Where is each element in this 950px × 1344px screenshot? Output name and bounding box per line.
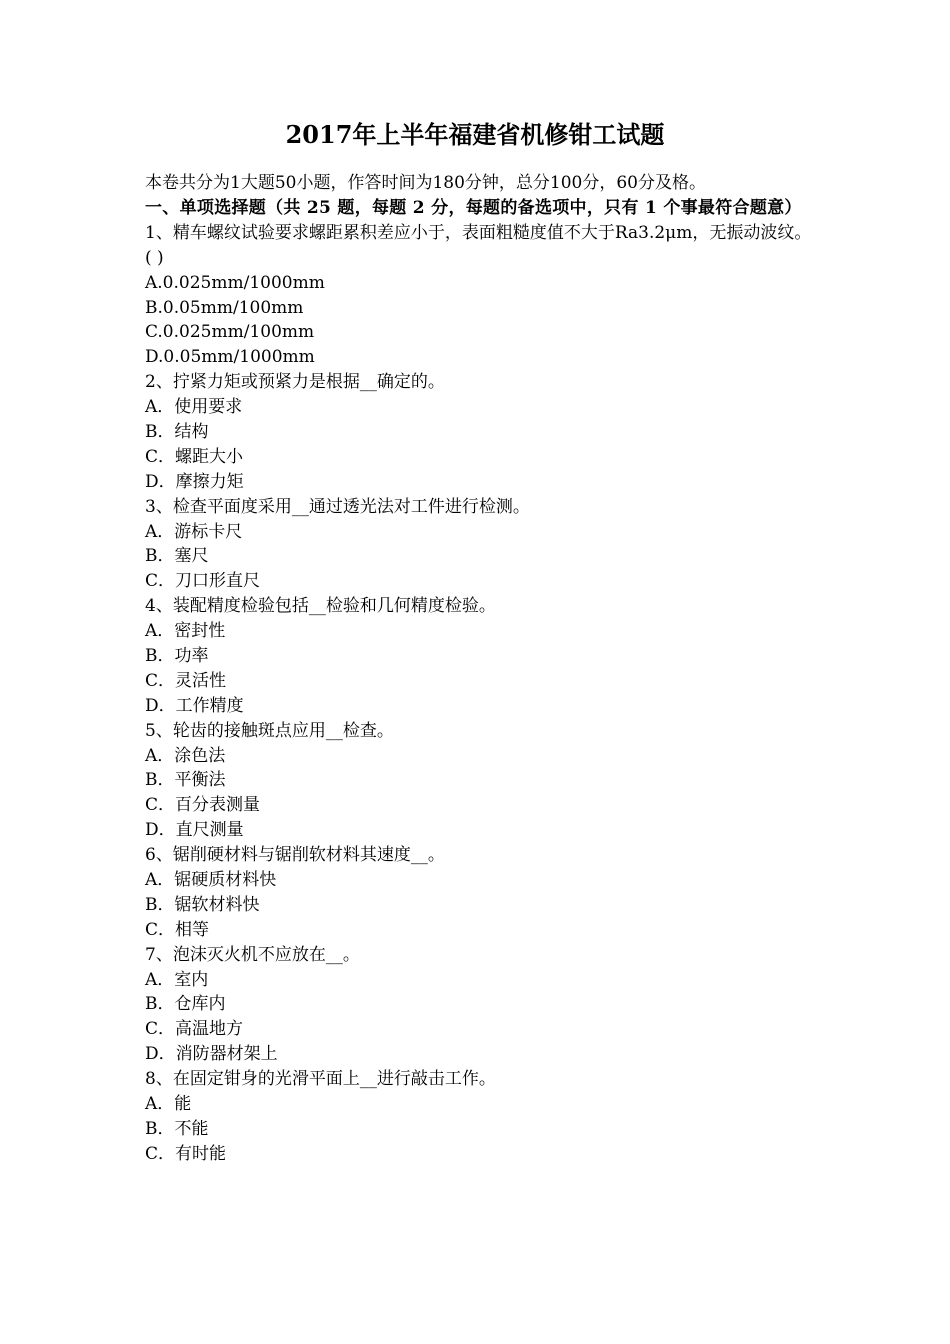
option-c: C．刀口形直尺 <box>145 571 261 592</box>
question-stem: 1、精车螺纹试验要求螺距累积差应小于，表面粗糙度值不大于Ra3.2μm，无振动波纹。( ) <box>145 222 812 268</box>
exam-intro: 本卷共分为1大题50小题，作答时间为180分钟，总分100分，60分及格。 <box>145 173 706 193</box>
option-a: A．锯硬质材料快 <box>145 869 277 890</box>
option-a: A．密封性 <box>145 621 226 642</box>
question-stem: 7、泡沫灭火机不应放在__。 <box>145 944 360 965</box>
option-d: D.0.05mm/1000mm <box>145 347 315 368</box>
option-a: A．能 <box>145 1094 192 1114</box>
question-3 <box>145 495 815 595</box>
question-stem: 4、装配精度检验包括__检验和几何精度检验。 <box>145 596 496 617</box>
option-c: C．灵活性 <box>145 670 227 691</box>
option-b: B．塞尺 <box>145 546 209 567</box>
option-c: C．相等 <box>145 919 210 940</box>
question-stem: 8、在固定钳身的光滑平面上__进行敲击工作。 <box>145 1069 496 1090</box>
option-d: D．工作精度 <box>145 695 244 716</box>
option-a: A.0.025mm/1000mm <box>145 272 325 293</box>
document-body <box>145 171 815 1167</box>
question-4 <box>145 594 815 718</box>
question-2 <box>145 370 815 494</box>
option-b: B.0.05mm/100mm <box>145 297 304 318</box>
question-6 <box>145 843 815 943</box>
question-stem: 5、轮齿的接触斑点应用__检查。 <box>145 720 394 741</box>
question-stem: 2、拧紧力矩或预紧力是根据__确定的。 <box>145 372 445 393</box>
question-7 <box>145 943 815 1067</box>
option-b: B．锯软材料快 <box>145 894 260 915</box>
option-a: A．涂色法 <box>145 745 226 766</box>
option-a: A．游标卡尺 <box>145 521 243 542</box>
option-d: D．消防器材架上 <box>145 1044 278 1065</box>
option-a: A．室内 <box>145 969 209 990</box>
option-c: C．高温地方 <box>145 1019 244 1040</box>
question-8 <box>145 1067 815 1167</box>
option-b: B．结构 <box>145 421 209 442</box>
option-d: D．直尺测量 <box>145 820 244 841</box>
option-b: B．功率 <box>145 645 209 666</box>
option-c: C．螺距大小 <box>145 446 244 467</box>
option-d: D．摩擦力矩 <box>145 471 244 492</box>
option-c: C．有时能 <box>145 1143 227 1164</box>
question-stem: 6、锯削硬材料与锯削软材料其速度__。 <box>145 845 445 866</box>
option-b: B．平衡法 <box>145 770 226 791</box>
option-b: B．不能 <box>145 1118 209 1139</box>
option-b: B．仓库内 <box>145 994 226 1015</box>
option-c: C．百分表测量 <box>145 795 261 816</box>
question-1 <box>145 221 815 370</box>
option-a: A．使用要求 <box>145 397 243 418</box>
section-heading: 一、单项选择题（共 25 题，每题 2 分，每题的备选项中，只有 1 个事最符合题意） <box>145 197 802 218</box>
option-c: C.0.025mm/100mm <box>145 322 315 343</box>
document-title: 2017年上半年福建省机修钳工试题 <box>285 120 665 149</box>
question-5 <box>145 719 815 843</box>
question-stem: 3、检查平面度采用__通过透光法对工件进行检测。 <box>145 496 530 517</box>
